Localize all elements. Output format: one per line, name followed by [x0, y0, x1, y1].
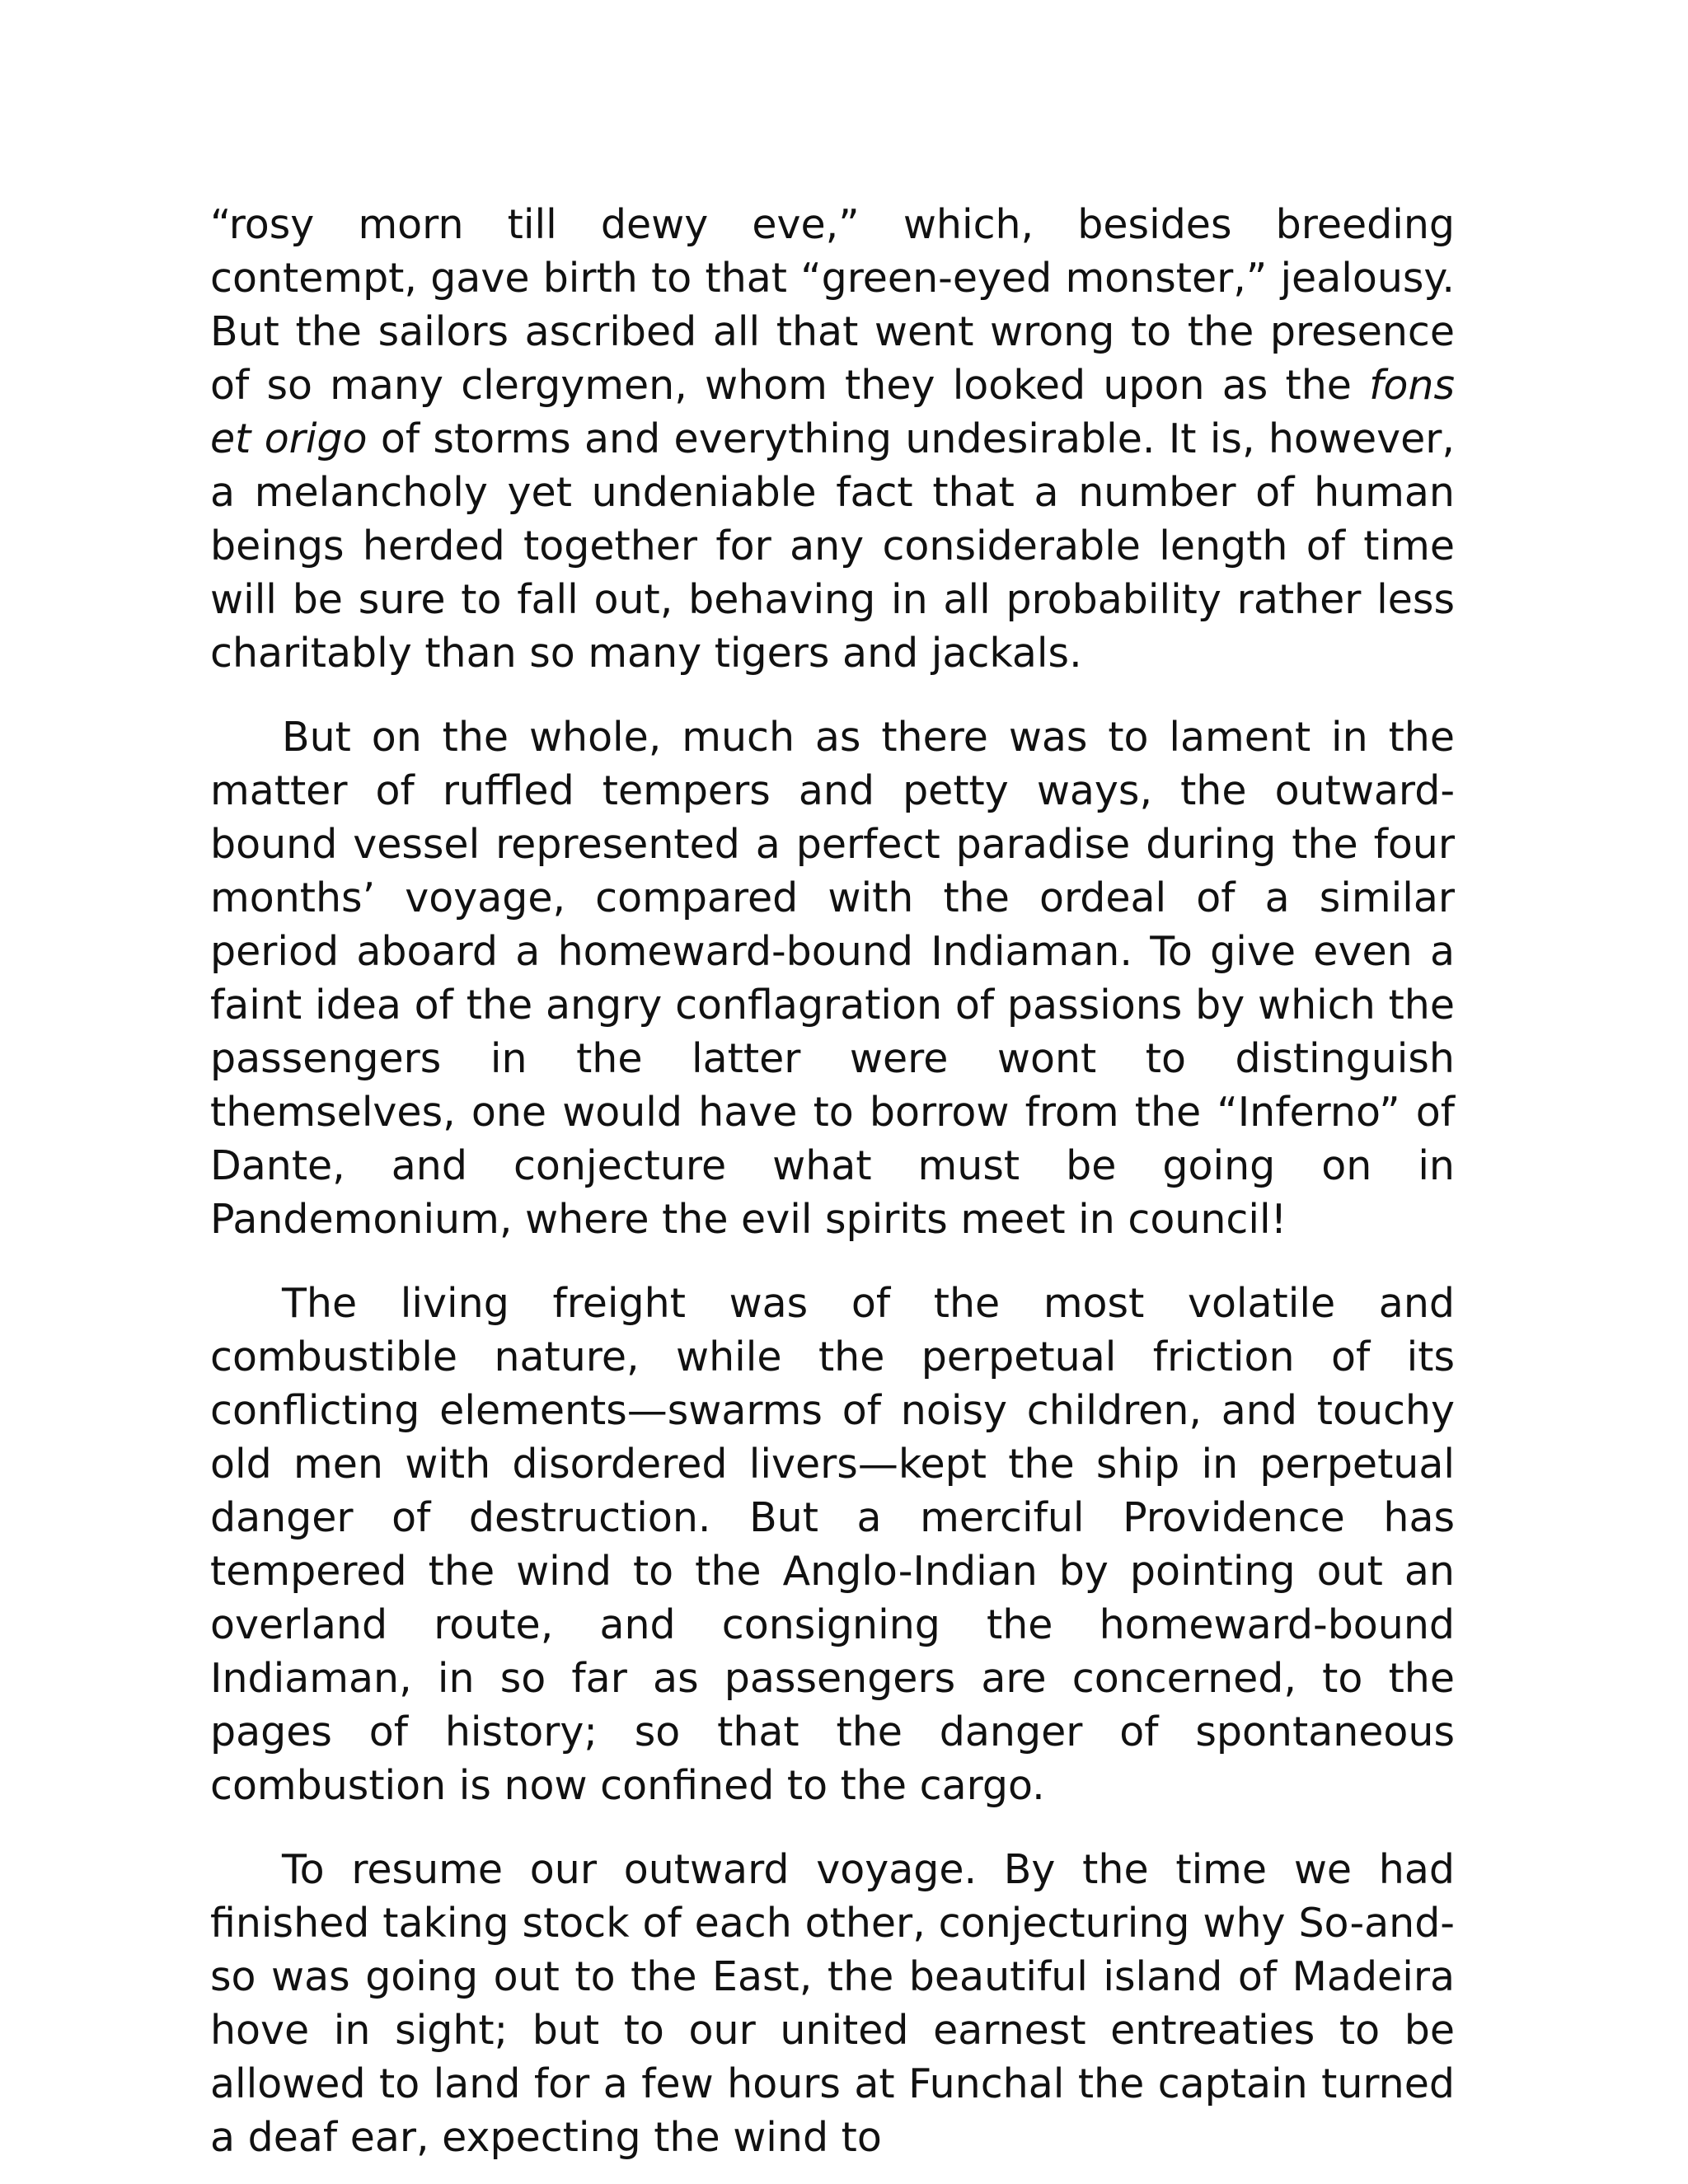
- paragraph-3: The living freight was of the most volatile and combustible nature, while the perpetual friction of its conflicting elements—swarms of noisy children, and touchy old men with disordered livers—kept the ship in perpetual danger of destruction. But a merciful Providence has tempered the wind to the Anglo-Indian by pointing out an overland route, and consigning the homeward-bound Indiaman, in so far as passengers are concerned, to the pages of history; so that the danger of spontaneous combustion is now confined to the cargo.: [210, 1280, 1455, 1809]
- paragraph-2: But on the whole, much as there was to lament in the matter of ruffled tempers and petty ways, the outward-bound vessel represented a perfect paradise during the four months’ voyage, compared with the ordeal of a similar period aboard a homeward-bound Indiaman. To give even a faint idea of the angry conflagration of passions by which the passengers in the latter were wont to distinguish themselves, one would have to borrow from the “Inferno” of Dante, and conjecture what must be going on in Pandemonium, where the evil spirits meet in council!: [210, 714, 1455, 1243]
- paragraph-1-text-a: “rosy morn till dewy eve,” which, besides breeding contempt, gave birth to that “green-eyed monster,” jealousy. But the sailors ascribed all that went wrong to the presence of so many clergymen, whom they looked upon as the: [210, 201, 1455, 409]
- latin-phrase: fons et origo: [210, 362, 1455, 462]
- paragraph-1: [210, 198, 1455, 680]
- paragraph-1-text-b: of storms and everything undesirable. It is, however, a melancholy yet undeniable fact that a number of human beings herded together for any considerable length of time will be sure to fall out, behaving in all probability rather less charitably than so many tigers and jackals.: [210, 415, 1455, 677]
- body-text: [210, 198, 1455, 2164]
- paragraph-4: To resume our outward voyage. By the time we had finished taking stock of each other, conjecturing why So-and-so was going out to the East, the beautiful island of Madeira hove in sight; but to our united earnest entreaties to be allowed to land for a few hours at Funchal the captain turned a deaf ear, expecting the wind to: [210, 1846, 1455, 2161]
